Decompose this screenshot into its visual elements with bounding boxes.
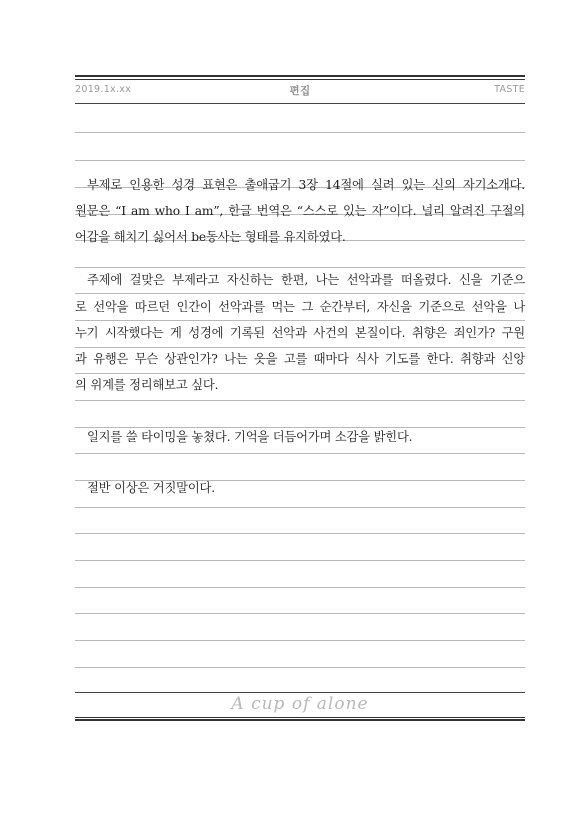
paragraph-1-line-1: 부제로 인용한 성경 표현은 출애굽기 3장 14절에 실려 있는 신의 자기소개다. (87, 178, 525, 192)
ruled-line (75, 160, 525, 161)
header-rule (75, 103, 525, 104)
footer-tagline: A cup of alone (231, 694, 369, 714)
ruled-line (75, 667, 525, 668)
paragraph-2-line-2: 로 선악을 따르던 인간이 선악과를 먹는 그 순간부터, 자신을 기준으로 선악을 나 (75, 300, 525, 314)
ruled-line (75, 533, 525, 534)
header-category: TASTE (494, 84, 525, 95)
ruled-line (75, 267, 525, 268)
paragraph-1-line-3: 어감을 해치기 싫어서 be동사는 형태를 유지하였다. (75, 230, 346, 244)
ruled-line (75, 507, 525, 508)
ruled-line (75, 347, 525, 348)
ruled-line (75, 373, 525, 374)
bottom-double-rule-lower (75, 719, 525, 721)
header-title: 편집 (289, 85, 311, 97)
ruled-line (75, 132, 525, 133)
ruled-line (75, 613, 525, 614)
paragraph-3-line-1: 일지를 쓸 타이밍을 놓쳤다. 기억을 더듬어가며 소감을 밝힌다. (87, 430, 413, 444)
paragraph-4-line-1: 절반 이상은 거짓말이다. (87, 481, 215, 495)
page-header (75, 84, 525, 98)
paragraph-1-line-2: 원문은 “I am who I am”, 한글 번역은 “스스로 있는 자”이다. 널리 알려진 구절의 (75, 204, 525, 218)
ruled-line (75, 320, 525, 321)
paragraph-2-line-4: 과 유행은 무슨 상관인가? 나는 옷을 고를 때마다 식사 기도를 한다. 취향과 신앙 (75, 352, 525, 366)
paragraph-2-line-3: 누기 시작했다는 게 성경에 기록된 선악과 사건의 본질이다. 취향은 죄인가? 구원 (75, 326, 525, 340)
ruled-line (75, 400, 525, 401)
ruled-line (75, 293, 525, 294)
top-double-rule-lower (75, 79, 525, 80)
paragraph-2-line-1: 주제에 걸맞은 부제라고 자신하는 한편, 나는 선악과를 떠올렸다. 신을 기준으 (87, 273, 525, 287)
top-double-rule-upper (75, 75, 525, 77)
bottom-double-rule-upper (75, 717, 525, 718)
header-date: 2019.1x.xx (75, 84, 132, 95)
paragraph-2-line-5: 의 위계를 정리해보고 싶다. (75, 378, 219, 392)
ruled-line (75, 587, 525, 588)
ruled-line (75, 560, 525, 561)
ruled-line (75, 453, 525, 454)
ruled-line (75, 640, 525, 641)
footer-rule (75, 692, 525, 693)
